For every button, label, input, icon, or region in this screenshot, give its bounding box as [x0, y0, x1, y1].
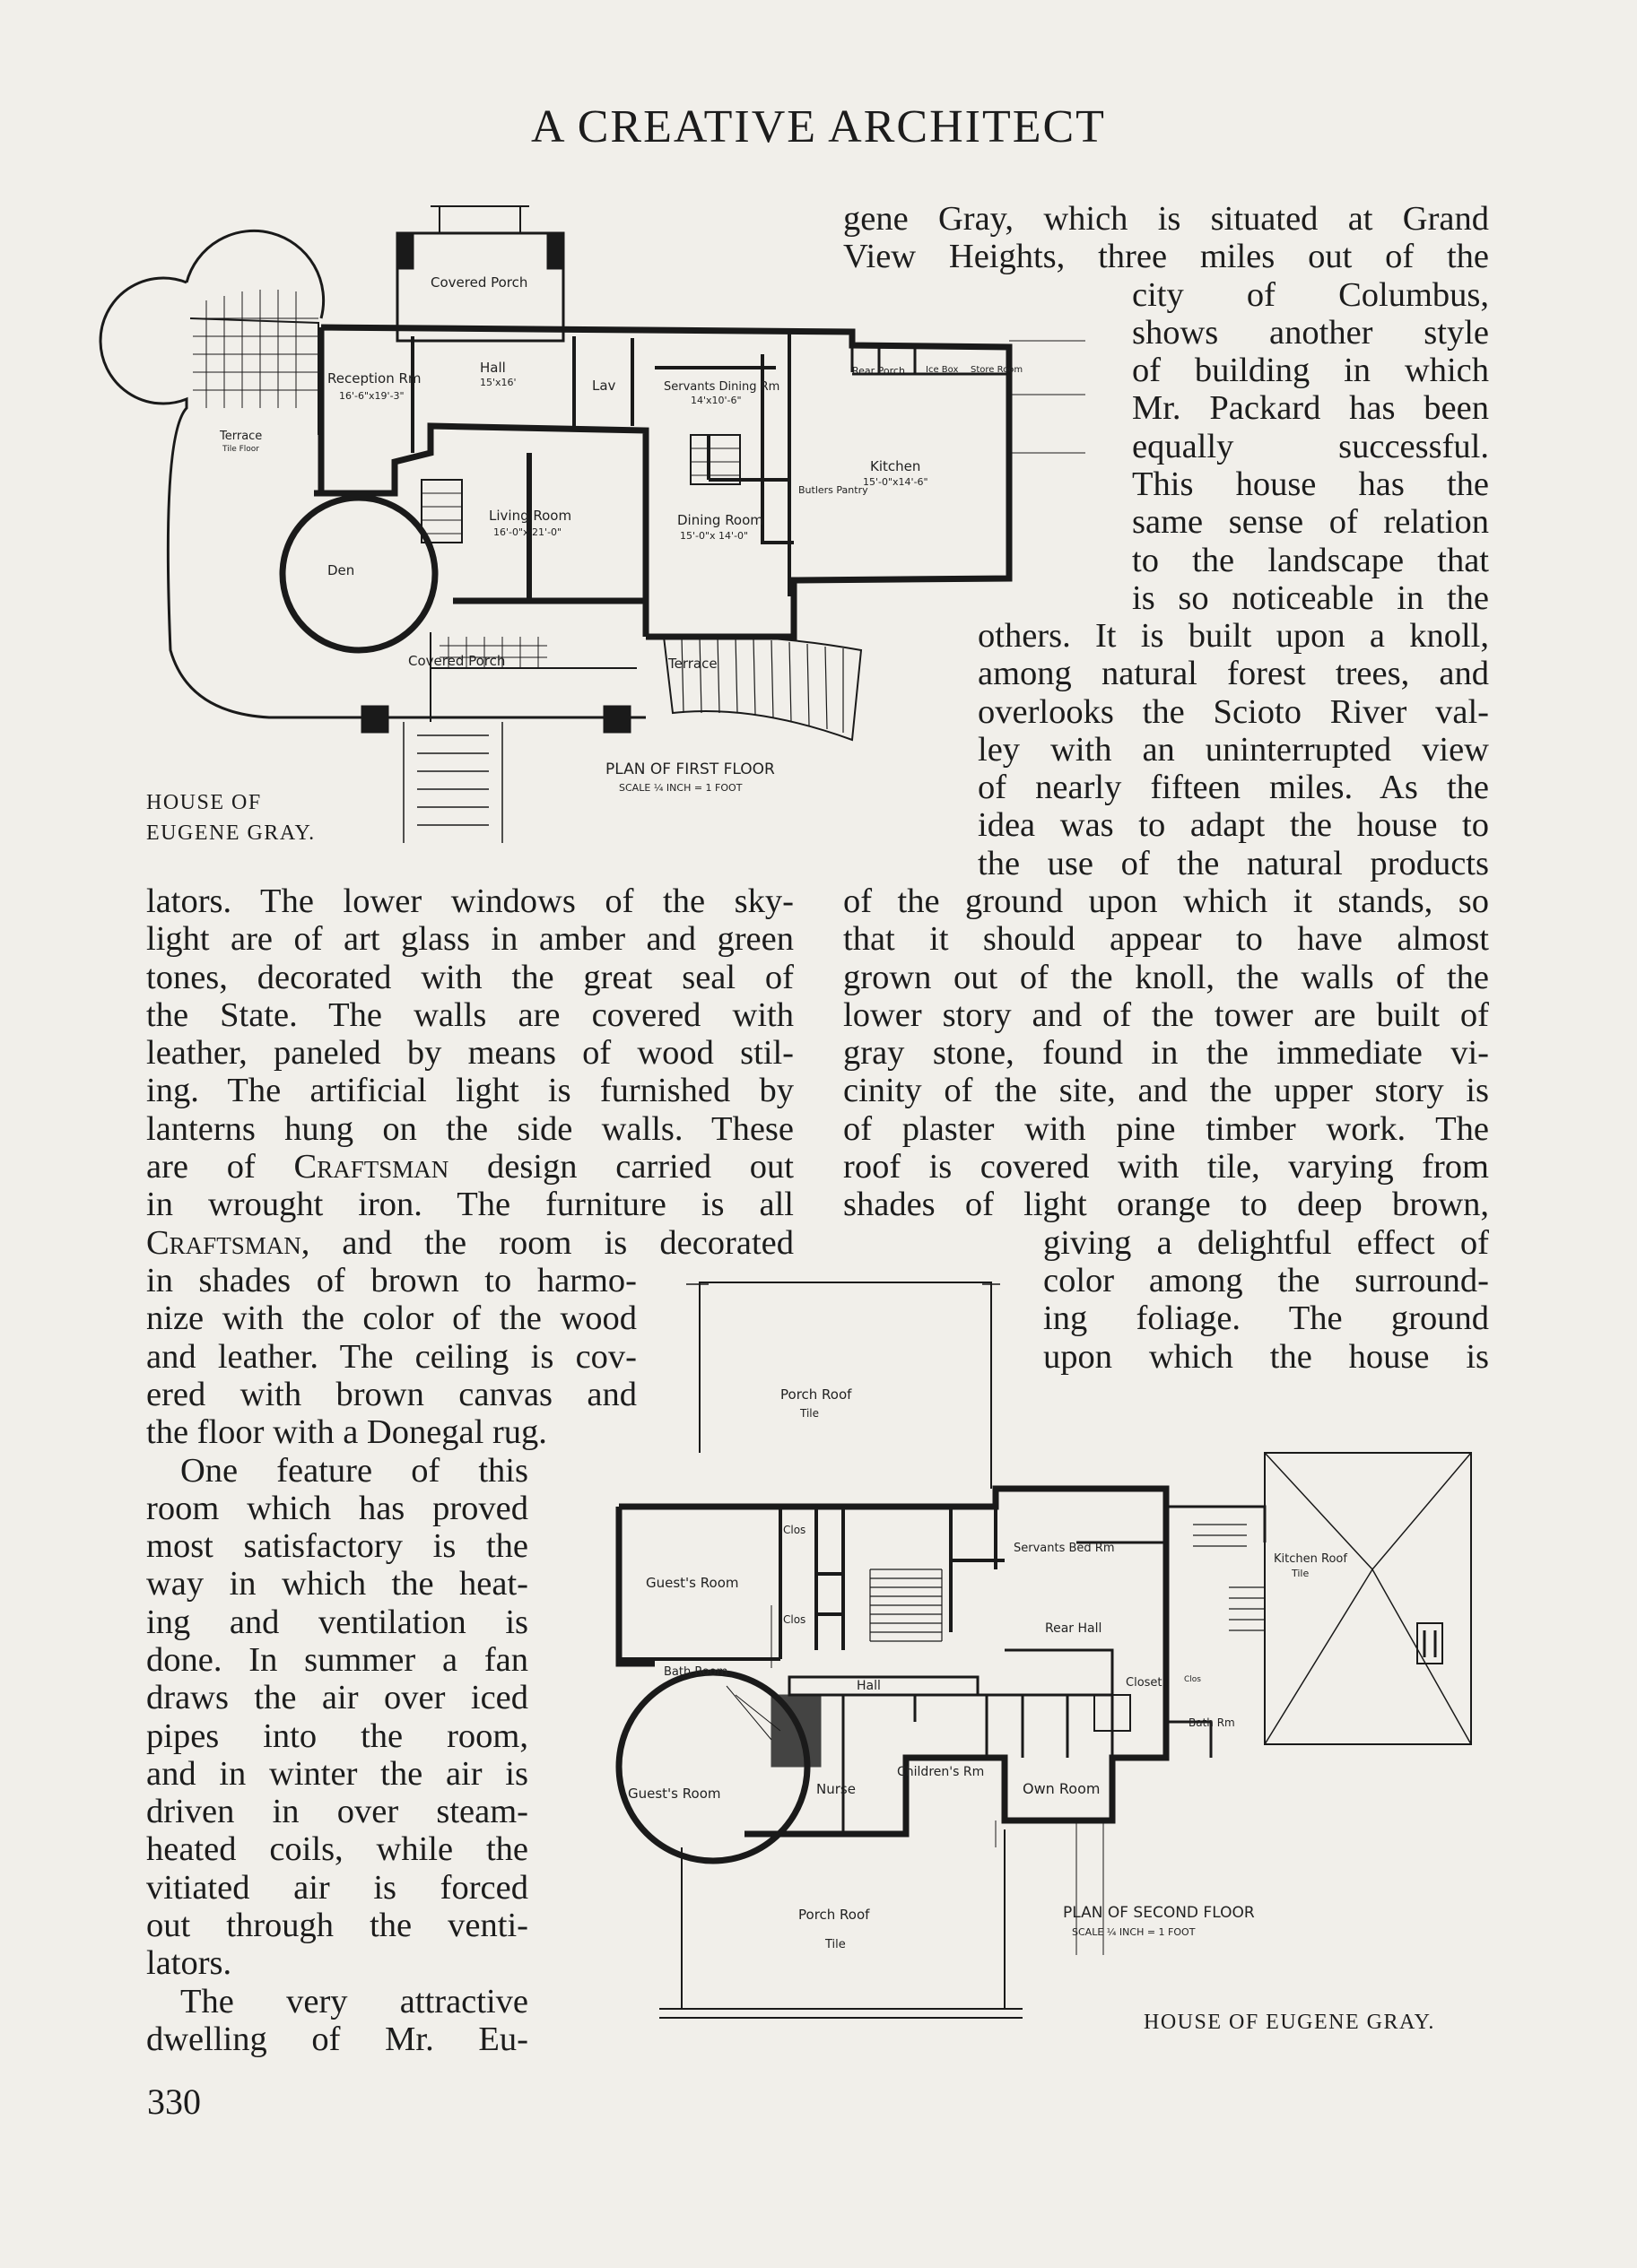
text-line: lators. [146, 1944, 232, 1983]
fp-reception-dim: 16'-6"x19'-3" [339, 390, 405, 402]
text-line: lators. The lower windows of the sky- [146, 882, 794, 920]
text-line: in wrought iron. The furniture is all [146, 1186, 794, 1224]
text-right-top-a [843, 200, 1489, 276]
text-line: ley with an uninterrupted view [978, 730, 1489, 769]
text-right-top-b [1132, 276, 1489, 618]
text-line: grown out of the knoll, the walls of the [843, 958, 1489, 996]
text-line: out through the venti- [146, 1907, 528, 1945]
text-right-top-c [978, 617, 1489, 882]
fp-living-room-dim: 16'-0"x 21'-0" [493, 526, 562, 538]
text-line-craftsman [146, 1148, 794, 1186]
fp-covered-porch-bottom: Covered Porch [408, 653, 506, 669]
caption-line-2: EUGENE GRAY. [146, 821, 316, 845]
text-line: that it should appear to have almost [843, 920, 1489, 959]
text-line: city of Columbus, [1132, 275, 1489, 314]
fp-hall-dim: 15'x16' [480, 377, 517, 388]
text-line: done. In summer a fan [146, 1640, 528, 1679]
fp-lav: Lav [592, 378, 616, 394]
text-left-c [146, 1452, 528, 2059]
text-line: to the landscape that [1132, 541, 1489, 579]
text-line: equally successful. [1132, 427, 1489, 465]
sp-porch-roof-bottom: Porch Roof [798, 1907, 870, 1923]
text-line: the floor with a Donegal rug. [146, 1413, 547, 1452]
sp-own-room: Own Room [1023, 1780, 1101, 1797]
page-title: A CREATIVE ARCHITECT [531, 101, 1106, 152]
sp-closet: Closet [1126, 1676, 1162, 1690]
fp-dining-room-dim: 15'-0"x 14'-0" [680, 530, 749, 542]
sp-servants-bed: Servants Bed Rm [1014, 1542, 1115, 1555]
fp-kitchen-dim: 15'-0"x14'-6" [863, 476, 928, 488]
caption-bottom-right: HOUSE OF EUGENE GRAY. [1144, 2011, 1435, 2034]
text-line: and in winter the air is [146, 1754, 528, 1793]
first-floor-plan [135, 184, 1023, 861]
fp-servants-dining: Servants Dining Rm [664, 380, 780, 394]
text-left-b [146, 1262, 637, 1451]
text-line: draws the air over iced [146, 1679, 528, 1717]
text-line: One feature of this [180, 1451, 528, 1490]
text-line: tones, decorated with the great seal of [146, 958, 794, 996]
text-line: dwelling of Mr. Eu- [146, 2020, 528, 2058]
fp-terrace-left: Terrace [220, 430, 263, 443]
fp-rear-porch: Rear Porch [852, 365, 905, 377]
fp-store-room: Store Room [971, 365, 1023, 375]
text-line: This house has the [1132, 465, 1489, 504]
sp-plan-scale: SCALE ¼ INCH = 1 FOOT [1072, 1926, 1196, 1938]
fp-terrace-left-sub: Tile Floor [222, 445, 260, 454]
text-line: Mr. Packard has been [1132, 389, 1489, 428]
text-line: shows another style [1132, 313, 1489, 352]
sp-hall: Hall [857, 1679, 881, 1693]
text-line: gene Gray, which is situated at Grand [843, 200, 1489, 238]
text-line: cinity of the site, and the upper story is [843, 1072, 1489, 1110]
sp-rear-hall: Rear Hall [1045, 1621, 1102, 1636]
sp-kitchen-roof: Kitchen Roof [1274, 1552, 1347, 1566]
text-line: ing foliage. The ground [1043, 1299, 1489, 1338]
text-fragment: are of [146, 1148, 256, 1186]
text-line: and leather. The ceiling is cov- [146, 1337, 637, 1376]
fp-terrace-bottom: Terrace [668, 656, 718, 672]
page-number: 330 [147, 2081, 201, 2122]
sp-clos-2: Clos [783, 1613, 806, 1626]
text-line: of nearly fifteen miles. As the [978, 769, 1489, 807]
text-line-craftsman [146, 1224, 794, 1262]
text-line: is so noticeable in the [1132, 578, 1489, 617]
text-line: color among the surround- [1043, 1261, 1489, 1299]
sp-kitchen-roof-sub: Tile [1292, 1568, 1310, 1579]
text-line: idea was to adapt the house to [978, 806, 1489, 845]
craftsman-term: Craftsman [293, 1148, 449, 1186]
sp-guests-room-2: Guest's Room [628, 1786, 721, 1802]
text-right-middle [843, 882, 1489, 1224]
sp-clos-3: Clos [1184, 1675, 1201, 1684]
text-line: in shades of brown to harmo- [146, 1262, 637, 1299]
text-line: vitiated air is forced [146, 1868, 528, 1907]
text-line: ing. The artificial light is furnished by [146, 1072, 794, 1110]
fp-butlers-pantry: Butlers Pantry [798, 484, 868, 496]
text-line: driven in over steam- [146, 1793, 528, 1831]
text-line: the use of the natural products [978, 844, 1489, 882]
text-fragment: , and the room is decorated [300, 1223, 794, 1262]
sp-porch-roof-top-sub: Tile [800, 1407, 820, 1420]
sp-childrens-rm: Children's Rm [897, 1765, 985, 1779]
text-line: ing and ventilation is [146, 1603, 528, 1641]
second-floor-plan [565, 1273, 1507, 2045]
sp-bath-room-1: Bath Room [664, 1665, 728, 1679]
text-line: overlooks the Scioto River val- [978, 692, 1489, 731]
fp-dining-room: Dining Room [677, 512, 763, 528]
text-line: gray stone, found in the immediate vi- [843, 1034, 1489, 1073]
text-line: of building in which [1132, 352, 1489, 390]
text-line: shades of light orange to deep brown, [843, 1186, 1489, 1224]
fp-hall: Hall [480, 360, 506, 376]
text-line: same sense of relation [1132, 503, 1489, 542]
text-line: way in which the heat- [146, 1565, 528, 1603]
text-line: heated coils, while the [146, 1830, 528, 1869]
craftsman-term: Craftsman [146, 1223, 301, 1262]
text-line: others. It is built upon a knoll, [978, 617, 1489, 655]
sp-porch-roof-top: Porch Roof [780, 1386, 852, 1403]
caption-line-1: HOUSE OF [146, 791, 262, 814]
text-line: roof is covered with tile, varying from [843, 1148, 1489, 1186]
text-line: most satisfactory is the [146, 1527, 528, 1566]
text-line: lanterns hung on the side walls. These [146, 1109, 794, 1148]
fp-kitchen: Kitchen [870, 458, 921, 474]
fp-ice-box: Ice Box [926, 365, 959, 375]
fp-plan-title: PLAN OF FIRST FLOOR [605, 760, 775, 778]
text-line: The very attractive [180, 1982, 528, 2020]
text-line: leather, paneled by means of wood stil- [146, 1034, 794, 1073]
text-line: lower story and of the tower are built of [843, 995, 1489, 1034]
text-line: among natural forest trees, and [978, 655, 1489, 693]
sp-bath-rm-2: Bath Rm [1189, 1716, 1235, 1729]
fp-den: Den [327, 562, 355, 578]
text-line: the State. The walls are covered with [146, 995, 794, 1034]
sp-porch-roof-bottom-sub: Tile [825, 1938, 846, 1951]
text-line: of the ground upon which it stands, so [843, 882, 1489, 920]
fp-servants-dining-dim: 14'x10'-6" [691, 395, 742, 406]
text-line: light are of art glass in amber and green [146, 920, 794, 959]
text-left-a [146, 882, 794, 1262]
sp-guests-room-1: Guest's Room [646, 1575, 739, 1591]
sp-clos-1: Clos [783, 1524, 806, 1536]
text-line: pipes into the room, [146, 1716, 528, 1755]
text-fragment: design carried out [486, 1148, 795, 1186]
caption-top-left [146, 787, 316, 848]
text-line: View Heights, three miles out of the [843, 238, 1489, 276]
fp-living-room: Living Room [489, 508, 572, 524]
text-line: ered with brown canvas and [146, 1375, 637, 1413]
sp-plan-title: PLAN OF SECOND FLOOR [1063, 1904, 1255, 1922]
text-line: upon which the house is [1043, 1337, 1489, 1376]
fp-reception: Reception Rm [327, 370, 422, 387]
text-line: giving a delightful effect of [1043, 1223, 1489, 1262]
text-line: of plaster with pine timber work. The [843, 1109, 1489, 1148]
sp-nurse: Nurse [816, 1781, 856, 1797]
text-line: room which has proved [146, 1489, 528, 1527]
fp-covered-porch-top: Covered Porch [431, 274, 528, 291]
fp-plan-scale: SCALE ¼ INCH = 1 FOOT [619, 782, 743, 794]
text-line: nize with the color of the wood [146, 1299, 637, 1338]
